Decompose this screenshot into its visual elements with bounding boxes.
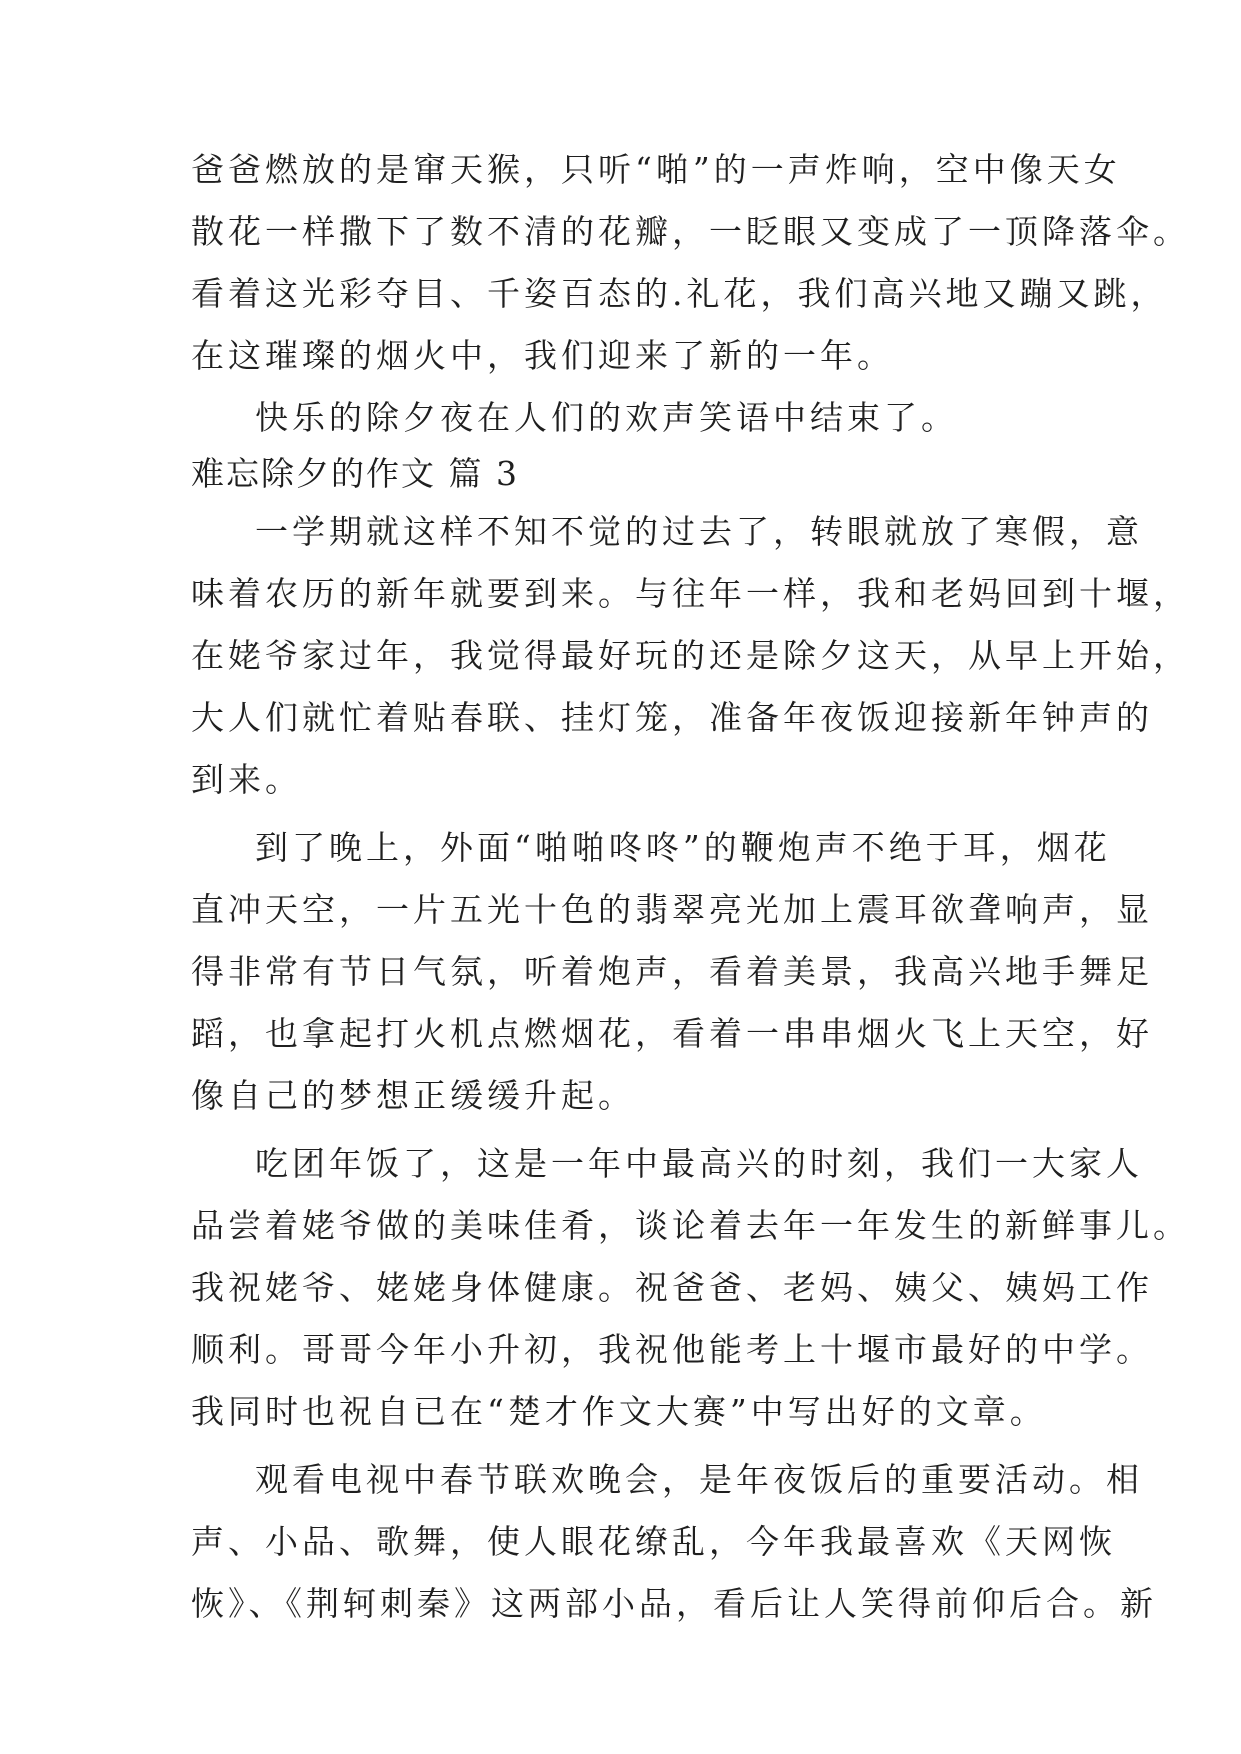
paragraph-line: 吃团年饭了，这是一年中最高兴的时刻，我们一大家人 <box>255 1144 1143 1183</box>
text-line: 恢》、《荆轲刺秦》这两部小品，看后让人笑得前仰后合。新 <box>191 1584 1157 1623</box>
text-line: 我祝姥爷、姥姥身体健康。祝爸爸、老妈、姨父、姨妈工作 <box>191 1268 1153 1307</box>
text-line: 爸爸燃放的是窜天猴，只听“啪”的一声炸响，空中像天女 <box>191 150 1121 189</box>
text-line: 得非常有节日气氛，听着炮声，看着美景，我高兴地手舞足 <box>191 952 1153 991</box>
paragraph-line: 一学期就这样不知不觉的过去了，转眼就放了寒假，意 <box>255 512 1143 551</box>
paragraph-line: 到了晚上，外面“啪啪咚咚”的鞭炮声不绝于耳，烟花 <box>255 828 1111 867</box>
section-heading: 难忘除夕的作文 篇 3 <box>191 454 519 493</box>
text-line: 我同时也祝自已在“楚才作文大赛”中写出好的文章。 <box>191 1392 1047 1431</box>
text-line: 在这璀璨的烟火中，我们迎来了新的一年。 <box>191 336 894 375</box>
text-line: 声、小品、歌舞，使人眼花缭乱，今年我最喜欢《天网恢 <box>191 1522 1116 1561</box>
text-line: 直冲天空，一片五光十色的翡翠亮光加上震耳欲聋响声，显 <box>191 890 1153 929</box>
text-line: 到来。 <box>191 760 302 799</box>
paragraph-line: 快乐的除夕夜在人们的欢声笑语中结束了。 <box>255 398 958 437</box>
text-line: 散花一样撒下了数不清的花瓣，一眨眼又变成了一顶降落伞。 <box>191 212 1190 251</box>
text-line: 大人们就忙着贴春联、挂灯笼，准备年夜饭迎接新年钟声的 <box>191 698 1153 737</box>
text-line: 在姥爷家过年，我觉得最好玩的还是除夕这天，从早上开始， <box>191 636 1190 675</box>
text-line: 品尝着姥爷做的美味佳肴，谈论着去年一年发生的新鲜事儿。 <box>191 1206 1190 1245</box>
text-line: 看着这光彩夺目、千姿百态的.礼花，我们高兴地又蹦又跳， <box>191 274 1168 313</box>
text-line: 味着农历的新年就要到来。与往年一样，我和老妈回到十堰， <box>191 574 1190 613</box>
text-line: 顺利。哥哥今年小升初，我祝他能考上十堰市最好的中学。 <box>191 1330 1153 1369</box>
paragraph-line: 观看电视中春节联欢晚会，是年夜饭后的重要活动。相 <box>255 1460 1143 1499</box>
text-line: 蹈，也拿起打火机点燃烟花，看着一串串烟火飞上天空，好 <box>191 1014 1153 1053</box>
text-line: 像自己的梦想正缓缓升起。 <box>191 1076 635 1115</box>
